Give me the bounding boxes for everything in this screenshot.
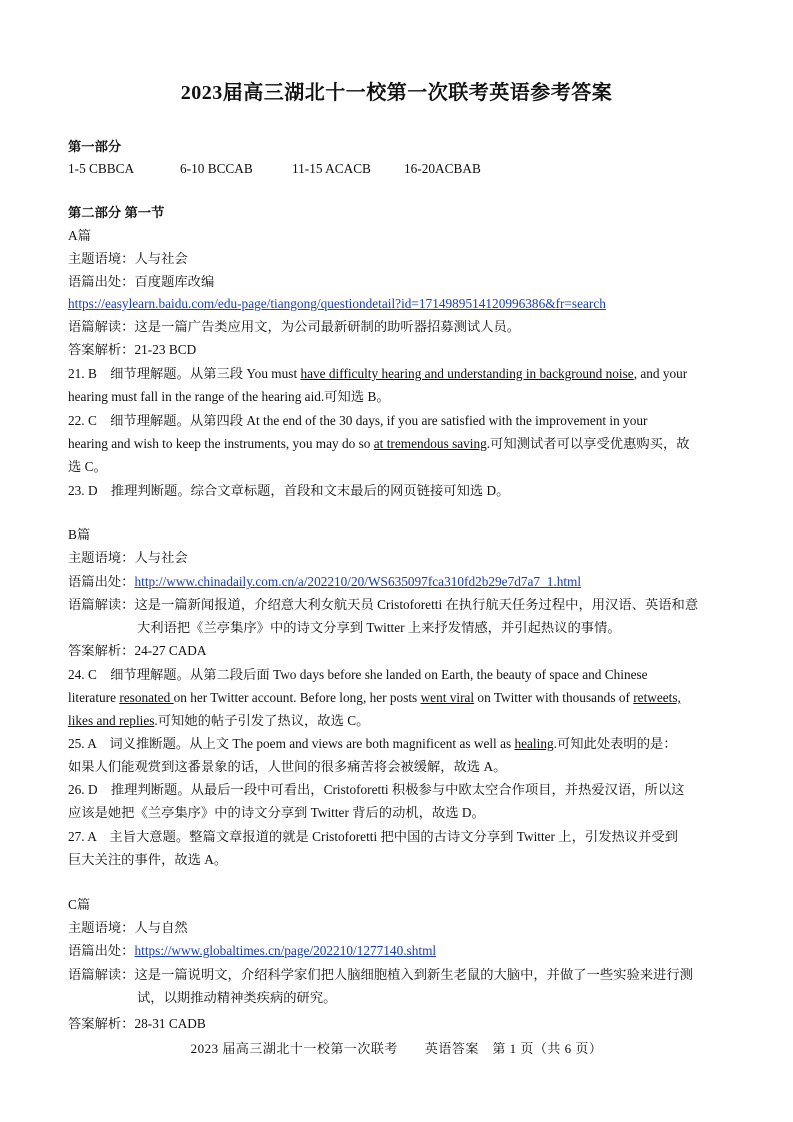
q25-text: 25. A 词义推断题。从上文 The poem and views are both magnificent as well as <box>68 736 515 751</box>
q23-line: 23. D 推理判断题。综合文章标题，首段和文末最后的网页链接可知选 D。 <box>68 483 510 498</box>
passage-c-source <box>68 941 730 961</box>
passage-c-reading-line2: 试，以期推动精神类疾病的研究。 <box>137 990 337 1005</box>
q24-text-end: .可知她的帖子引发了热议，故选 C。 <box>154 713 370 728</box>
passage-a-answer: 答案解析：21-23 BCD <box>68 342 197 357</box>
q24-line3 <box>68 711 730 731</box>
passage-c-reading-line1: 语篇解读：这是一篇说明文，介绍科学家们把人脑细胞植入到新生老鼠的大脑中，并做了一些实验来进行测 <box>68 967 693 982</box>
q21-underlined: have difficulty hearing and understanding in background noise <box>300 366 634 381</box>
passage-c-source-label: 语篇出处： <box>68 943 135 958</box>
passage-a-source-link[interactable]: https://easylearn.baidu.com/edu-page/tiangong/questiondetail?id=1714989514120996386&fr=search <box>68 296 606 311</box>
q26-line2: 应该是她把《兰亭集序》中的诗文分享到 Twitter 背后的动机，故选 D。 <box>68 805 485 820</box>
q24-underlined-viral: went viral <box>420 690 475 705</box>
q22-line2 <box>68 434 730 454</box>
passage-a-source: 语篇出处：百度题库改编 <box>68 274 215 289</box>
q24-underlined-retweets: retweets, <box>633 690 681 705</box>
passage-c-theme: 主题语境：人与自然 <box>68 920 188 935</box>
q21-text-end: , and your <box>633 366 688 381</box>
answers-16-20: 16-20ACBAB <box>404 161 481 176</box>
q27-line1: 27. A 主旨大意题。整篇文章报道的就是 Cristoforetti 把中国的古诗文分享到 Twitter 上，引发热议并受到 <box>68 829 678 844</box>
passage-c-answer: 答案解析：28-31 CADB <box>68 1016 206 1031</box>
q25-text-end: .可知此处表明的是： <box>553 736 677 751</box>
answers-6-10: 6-10 BCCAB <box>180 161 253 176</box>
q24-underlined-likes: likes and replies <box>68 713 155 728</box>
passage-b-answer: 答案解析：24-27 CADA <box>68 643 207 658</box>
q27-line2: 巨大关注的事件，故选 A。 <box>68 852 228 867</box>
part1-heading: 第一部分 <box>68 139 122 154</box>
q26-line1: 26. D 推理判断题。从最后一段中可看出，Cristoforetti 积极参与中欧太空合作项目，并热爱汉语，所以这 <box>68 782 685 797</box>
q22-line1: 22. C 细节理解题。从第四段 At the end of the 30 days, if you are satisfied with the improvement in your <box>68 413 648 428</box>
answers-11-15: 11-15 ACACB <box>292 161 371 176</box>
passage-b-reading-line2: 大利语把《兰亭集序》中的诗文分享到 Twitter 上来抒发情感，并引起热议的事情。 <box>137 620 621 635</box>
answers-1-5: 1-5 CBBCA <box>68 161 135 176</box>
passage-b-theme: 主题语境：人与社会 <box>68 550 188 565</box>
q25-line2: 如果人们能观赏到这番景象的话，人世间的很多痛苦将会被缓解，故选 A。 <box>68 759 507 774</box>
passage-c-label: C篇 <box>68 897 91 912</box>
q25-underlined: healing <box>514 736 554 751</box>
q24-text-b: on her Twitter account. Before long, her posts <box>173 690 421 705</box>
passage-a-url-line <box>68 294 730 314</box>
part1-answers <box>68 159 730 179</box>
q24-line2 <box>68 688 730 708</box>
q22-text: hearing and wish to keep the instruments, you may do so <box>68 436 374 451</box>
q22-line3: 选 C。 <box>68 459 107 474</box>
q25-line1 <box>68 734 730 754</box>
q21-line2: hearing must fall in the range of the hearing aid.可知选 B。 <box>68 389 390 404</box>
passage-a-theme: 主题语境：人与社会 <box>68 251 188 266</box>
document-title: 2023届高三湖北十一校第一次联考英语参考答案 <box>180 82 613 104</box>
passage-b-label: B篇 <box>68 527 91 542</box>
q21-line1 <box>68 364 730 384</box>
passage-b-source-link[interactable]: http://www.chinadaily.com.cn/a/202210/20/WS635097fca310fd2b29e7d7a7_1.html <box>134 574 582 589</box>
q24-text-a: literature <box>68 690 120 705</box>
q22-text-end: .可知测试者可以享受优惠购买，故 <box>486 436 690 451</box>
passage-c-source-link[interactable]: https://www.globaltimes.cn/page/202210/1277140.shtml <box>134 943 437 958</box>
q24-underlined-resonated: resonated <box>119 690 174 705</box>
q24-text-c: on Twitter with thousands of <box>474 690 634 705</box>
passage-a-label: A篇 <box>68 228 91 243</box>
q24-line1: 24. C 细节理解题。从第二段后面 Two days before she landed on Earth, the beauty of space and Chinese <box>68 667 648 682</box>
q22-underlined: at tremendous saving <box>373 436 487 451</box>
passage-a-reading: 语篇解读：这是一篇广告类应用文，为公司最新研制的助听器招募测试人员。 <box>68 319 521 334</box>
passage-b-source-label: 语篇出处： <box>68 574 135 589</box>
part2-heading: 第二部分 第一节 <box>68 205 165 220</box>
passage-b-source <box>68 572 730 592</box>
q21-text: 21. B 细节理解题。从第三段 You must <box>68 366 301 381</box>
passage-b-reading-line1: 语篇解读：这是一篇新闻报道，介绍意大利女航天员 Cristoforetti 在执行航天任务过程中，用汉语、英语和意 <box>68 597 699 612</box>
page-footer: 2023 届高三湖北十一校第一次联考 英语答案 第 1 页（共 6 页） <box>190 1041 603 1056</box>
